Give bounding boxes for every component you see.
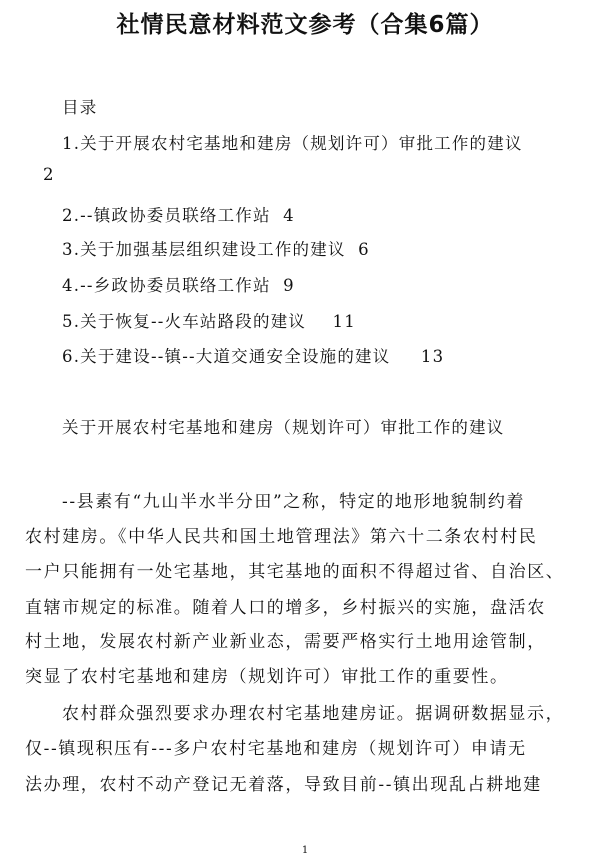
section-heading: 关于开展农村宅基地和建房（规划许可）审批工作的建议 (62, 418, 505, 437)
toc-item-page: 13 (420, 347, 445, 366)
paragraph-line: 一户只能拥有一处宅基地，其宅基地的面积不得超过省、自治区、 (25, 562, 565, 582)
toc-item-1[interactable] (62, 130, 523, 154)
paragraph-line: 直辖市规定的标准。随着人口的增多，乡村振兴的实施，盘活农 (25, 598, 546, 618)
paragraph-line: 村土地，发展农村新产业新业态，需要严格实行土地用途管制， (25, 632, 546, 652)
toc-item-text: 1.关于开展农村宅基地和建房（规划许可）审批工作的建议 (62, 134, 523, 153)
toc-item-text: 2.--镇政协委员联络工作站 (62, 206, 271, 225)
toc-item-1-page: 2 (43, 165, 55, 184)
toc-item-page: 11 (332, 312, 356, 331)
document-title: 社情民意材料范文参考（合集6篇） (116, 12, 494, 38)
toc-item-5[interactable] (62, 308, 356, 332)
toc-item-text: 4.--乡政协委员联络工作站 (62, 276, 271, 295)
toc-item-page: 4 (283, 206, 295, 225)
paragraph-line: --县素有“九山半水半分田”之称，特定的地形地貌制约着 (62, 492, 526, 512)
paragraph-line: 法办理，农村不动产登记无着落，导致目前--镇出现乱占耕地建 (25, 775, 542, 795)
toc-item-page: 9 (283, 276, 295, 295)
paragraph-line: 农村群众强烈要求办理农村宅基地建房证。据调研数据显示， (62, 704, 565, 724)
toc-item-text: 3.关于加强基层组织建设工作的建议 (62, 240, 346, 259)
toc-item-text: 6.关于建设--镇--大道交通安全设施的建议 (62, 347, 391, 366)
toc-item-text: 5.关于恢复--火车站路段的建议 (62, 312, 307, 331)
toc-item-2[interactable] (62, 202, 295, 226)
paragraph-line: 突显了农村宅基地和建房（规划许可）审批工作的重要性。 (25, 667, 509, 687)
toc-item-4[interactable] (62, 272, 295, 296)
page-number: 1 (301, 845, 309, 856)
paragraph-line: 农村建房。《中华人民共和国土地管理法》第六十二条农村村民 (25, 527, 538, 547)
paragraph-line: 仅--镇现积压有---多户农村宅基地和建房（规划许可）申请无 (25, 739, 527, 759)
toc-heading: 目录 (62, 98, 98, 117)
toc-item-6[interactable] (62, 343, 444, 367)
toc-item-page: 6 (358, 240, 370, 259)
toc-item-3[interactable] (62, 236, 370, 260)
